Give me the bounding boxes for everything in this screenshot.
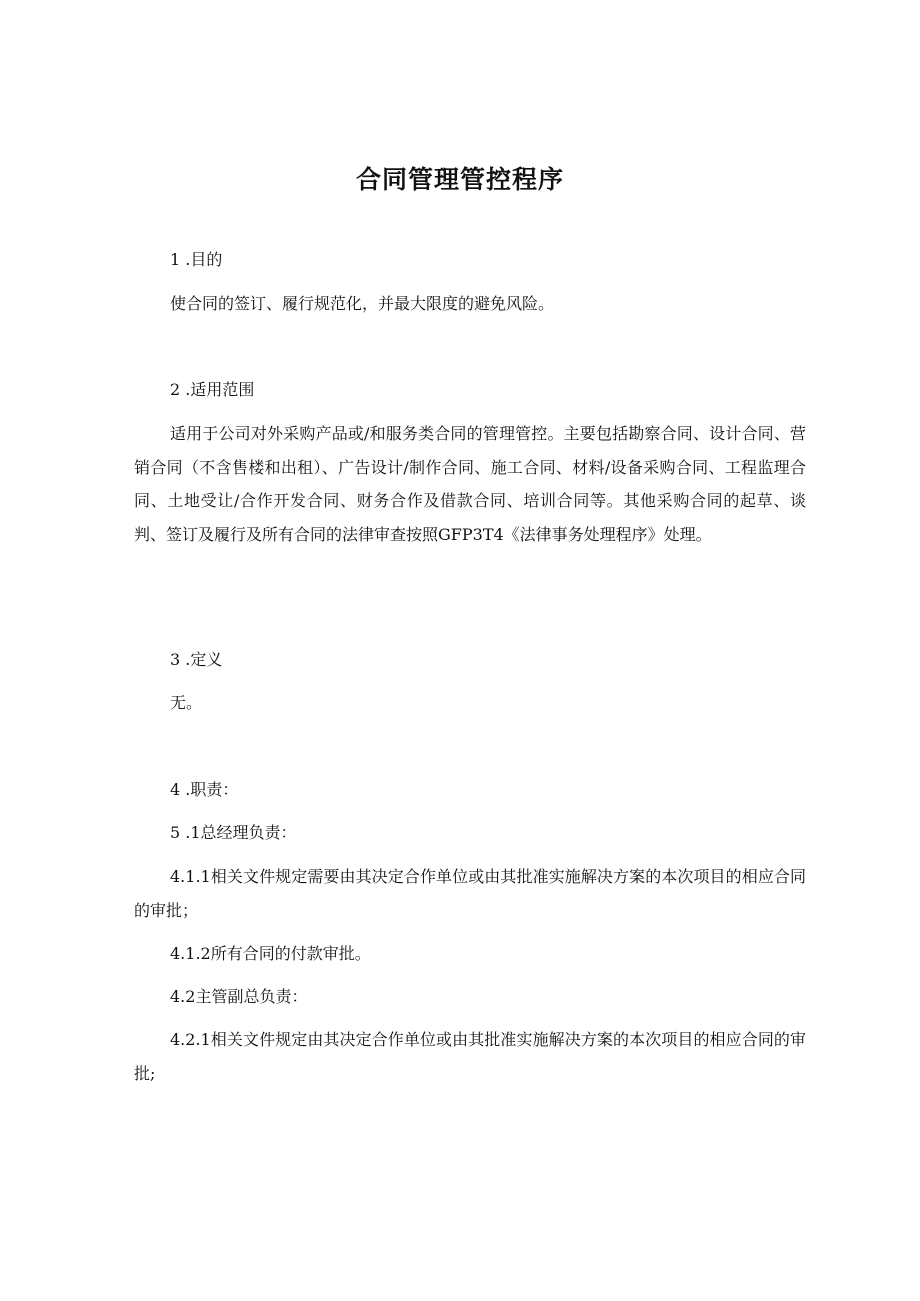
gm-item-2: 4.1.2所有合同的付款审批。 xyxy=(170,944,371,963)
section-purpose-heading: 1 .目的 xyxy=(170,250,223,269)
document-title: 合同管理管控程序 xyxy=(355,165,564,194)
gm-heading: 5 .1总经理负责： xyxy=(170,823,297,842)
section-scope-text: 适用于公司对外采购产品或/和服务类合同的管理管控。主要包括勘察合同、设计合同、营销合同（不含售楼和出租）、广告设计/制作合同、施工合同、材料/设备采购合同、工程监理合同、土地受让/合作开发合同、财务合作及借款合同、培训合同等。其他采购合同的起草、谈判、签订及履行及所有合同的法律审查按照GFP3T4《法律事务处理程序》处理。 xyxy=(134,424,806,544)
vp-item-1: 4.2.1相关文件规定由其决定合作单位或由其批准实施解决方案的本次项目的相应合同的审批; xyxy=(134,1030,806,1083)
section-purpose-text: 使合同的签订、履行规范化，并最大限度的避免风险。 xyxy=(170,294,555,313)
section-duty-heading: 4 .职责： xyxy=(170,780,239,799)
section-definition-heading: 3 .定义 xyxy=(170,650,223,669)
section-scope-heading: 2 .适用范围 xyxy=(170,380,255,399)
vp-heading: 4.2主管副总负责： xyxy=(170,987,308,1006)
section-definition-text: 无。 xyxy=(170,693,203,712)
gm-item-1: 4.1.1相关文件规定需要由其决定合作单位或由其批准实施解决方案的本次项目的相应合同的审批； xyxy=(134,867,806,920)
